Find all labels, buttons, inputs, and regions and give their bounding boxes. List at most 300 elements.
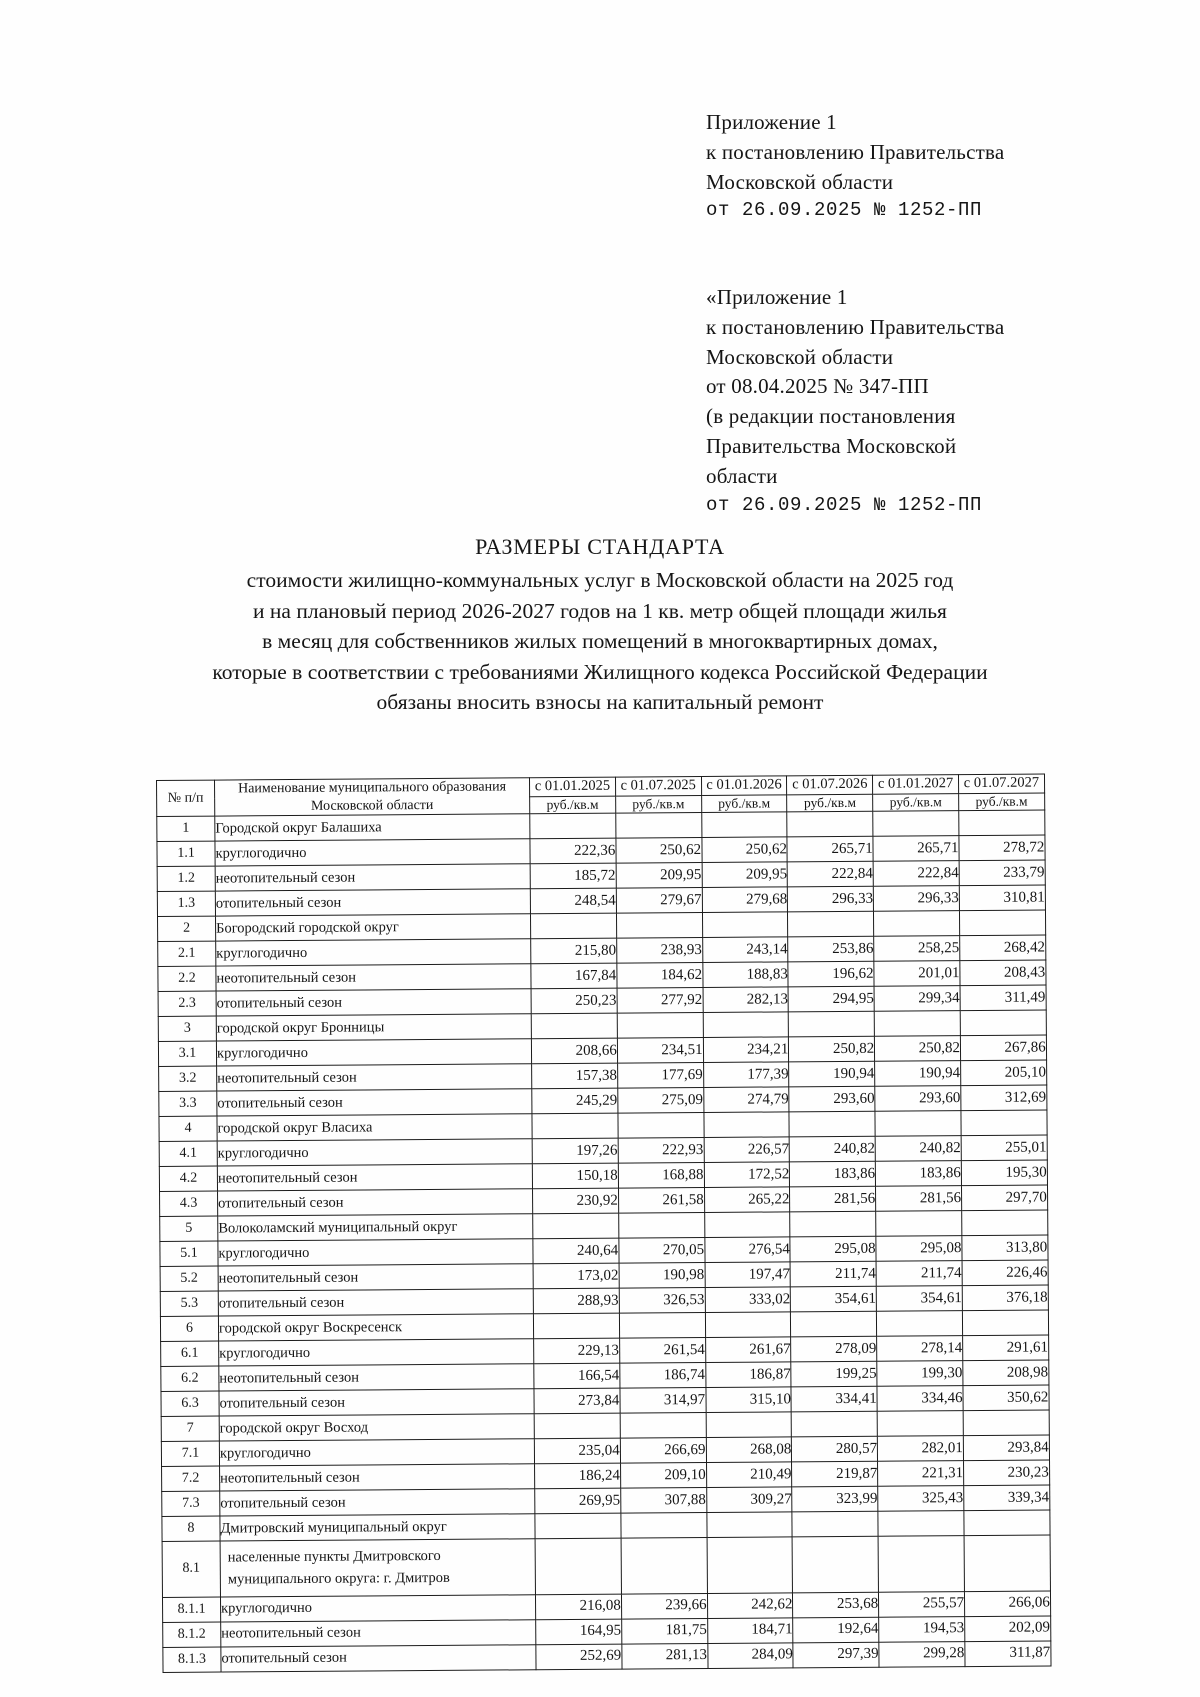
cell-value: 297,39 xyxy=(793,1642,879,1668)
cell-value xyxy=(877,1411,963,1437)
cell-value: 230,92 xyxy=(533,1188,619,1214)
cell-value: 211,74 xyxy=(790,1261,876,1287)
cell-value xyxy=(788,911,874,937)
cell-value xyxy=(792,1536,878,1593)
cell-value xyxy=(530,813,616,839)
document-subtitle-line-4: которые в соответствии с требованиями Жилищного кодекса Российской Федерации xyxy=(212,659,988,684)
cell-value: 219,87 xyxy=(792,1461,878,1487)
cell-value: 199,30 xyxy=(877,1361,963,1387)
cell-value: 284,09 xyxy=(707,1643,793,1669)
row-index: 4 xyxy=(159,1116,217,1141)
cell-value: 201,01 xyxy=(874,961,960,987)
cell-value: 190,94 xyxy=(789,1061,875,1087)
column-unit-6: руб./кв.м xyxy=(959,792,1045,810)
cell-value xyxy=(621,1512,707,1538)
row-index: 6 xyxy=(160,1316,218,1341)
cell-value: 282,13 xyxy=(703,987,789,1013)
cell-value xyxy=(963,1410,1049,1436)
cell-value: 190,98 xyxy=(619,1262,705,1288)
appendix-header-second-line-1: «Приложение 1 xyxy=(706,285,848,309)
row-index: 7.3 xyxy=(162,1491,220,1516)
row-index: 2.3 xyxy=(158,991,216,1016)
table-row xyxy=(163,1641,1051,1673)
cell-value: 274,79 xyxy=(703,1087,789,1113)
cell-value xyxy=(964,1535,1050,1592)
cell-value: 229,13 xyxy=(534,1338,620,1364)
document-subtitle-line-5: обязаны вносить взносы на капитальный ремонт xyxy=(376,690,824,715)
row-label: городской округ Воскресенск xyxy=(218,1314,533,1341)
cell-value xyxy=(532,1113,618,1139)
cell-value: 222,93 xyxy=(618,1137,704,1163)
cell-value xyxy=(534,1413,620,1439)
column-header-number: № п/п xyxy=(157,780,215,816)
table-row xyxy=(162,1535,1050,1597)
cell-value: 350,62 xyxy=(963,1385,1049,1411)
row-label: Дмитровский муниципальный округ xyxy=(220,1514,535,1541)
cell-value xyxy=(533,1313,619,1339)
row-label: отопительный сезон xyxy=(215,889,530,916)
cell-value: 312,69 xyxy=(961,1085,1047,1111)
cell-value: 354,61 xyxy=(876,1286,962,1312)
cell-value: 208,43 xyxy=(960,960,1046,986)
cell-value: 311,49 xyxy=(960,985,1046,1011)
cell-value: 281,56 xyxy=(790,1186,876,1212)
cell-value: 268,08 xyxy=(706,1437,792,1463)
cell-value xyxy=(701,812,787,838)
appendix-header-top xyxy=(706,108,1004,224)
row-label: неотопительный сезон xyxy=(216,964,531,991)
cell-value: 265,71 xyxy=(787,836,873,862)
cell-value: 277,92 xyxy=(617,987,703,1013)
row-index: 1.1 xyxy=(157,841,215,866)
row-index: 3.1 xyxy=(158,1041,216,1066)
appendix-header-second-line-5: (в редакции постановления xyxy=(706,404,956,429)
row-label: неотопительный сезон xyxy=(221,1620,536,1647)
column-header-date-5: с 01.01.2027 xyxy=(873,775,959,794)
row-index: 8.1 xyxy=(162,1541,220,1597)
cell-value: 281,56 xyxy=(876,1186,962,1212)
cell-value: 235,04 xyxy=(534,1438,620,1464)
appendix-header-top-line-3: Московской области xyxy=(706,169,894,194)
cell-value: 326,53 xyxy=(619,1287,705,1313)
row-index: 2.1 xyxy=(158,941,216,966)
cell-value: 250,62 xyxy=(702,837,788,863)
row-label: круглогодично xyxy=(215,839,530,866)
cell-value: 314,97 xyxy=(620,1387,706,1413)
row-label: отопительный сезон xyxy=(218,1289,533,1316)
cell-value: 250,23 xyxy=(531,988,617,1014)
row-label: круглогодично xyxy=(219,1339,534,1366)
cell-value xyxy=(790,1211,876,1237)
row-label: отопительный сезон xyxy=(221,1645,536,1672)
cell-value: 226,57 xyxy=(704,1137,790,1163)
cell-value: 325,43 xyxy=(878,1486,964,1512)
cell-value: 267,86 xyxy=(960,1035,1046,1061)
cell-value: 197,26 xyxy=(532,1138,618,1164)
row-index: 4.2 xyxy=(159,1166,217,1191)
cell-value xyxy=(789,1111,875,1137)
cell-value xyxy=(791,1311,877,1337)
row-index: 6.3 xyxy=(161,1391,219,1416)
cell-value: 209,95 xyxy=(616,863,702,889)
cell-value: 199,25 xyxy=(791,1361,877,1387)
cell-value xyxy=(705,1312,791,1338)
cell-value: 166,54 xyxy=(534,1363,620,1389)
row-label: круглогодично xyxy=(218,1239,533,1266)
document-subtitle xyxy=(0,565,1200,718)
cell-value: 265,71 xyxy=(873,836,959,862)
cell-value: 242,62 xyxy=(707,1593,793,1619)
appendix-header-second-line-4: от 08.04.2025 № 347-ПП xyxy=(706,374,929,399)
row-index: 5.1 xyxy=(160,1241,218,1266)
cell-value: 299,34 xyxy=(874,986,960,1012)
table-head xyxy=(157,774,1045,817)
cell-value xyxy=(704,1112,790,1138)
cell-value xyxy=(959,810,1045,836)
row-label: неотопительный сезон xyxy=(215,864,530,891)
cell-value xyxy=(530,913,616,939)
document-subtitle-line-2: и на плановый период 2026-2027 годов на 1 кв. метр общей площади жилья xyxy=(253,598,947,623)
cell-value: 205,10 xyxy=(961,1060,1047,1086)
row-label: круглогодично xyxy=(220,1595,535,1622)
cell-value xyxy=(962,1310,1048,1336)
row-index: 8 xyxy=(162,1516,220,1541)
cell-value: 279,68 xyxy=(702,887,788,913)
standards-table xyxy=(156,773,1051,1672)
cell-value: 288,93 xyxy=(533,1288,619,1314)
appendix-header-top-line-2: к постановлению Правительства xyxy=(706,139,1005,164)
row-index: 6.1 xyxy=(161,1341,219,1366)
cell-value: 250,62 xyxy=(616,838,702,864)
cell-value: 268,42 xyxy=(960,935,1046,961)
cell-value: 238,93 xyxy=(616,937,702,963)
cell-value xyxy=(959,910,1045,936)
cell-value: 273,84 xyxy=(534,1388,620,1414)
row-label: неотопительный сезон xyxy=(217,1164,532,1191)
cell-value: 240,82 xyxy=(875,1136,961,1162)
row-index: 2 xyxy=(158,916,216,941)
document-title-block xyxy=(0,534,1200,718)
row-index: 7.2 xyxy=(162,1466,220,1491)
row-label: круглогодично xyxy=(216,939,531,966)
cell-value: 172,52 xyxy=(704,1162,790,1188)
row-label: отопительный сезон xyxy=(220,1489,535,1516)
row-index: 3.2 xyxy=(159,1066,217,1091)
column-header-date-3: с 01.01.2026 xyxy=(701,776,787,795)
cell-value: 168,88 xyxy=(618,1162,704,1188)
cell-value: 208,66 xyxy=(531,1038,617,1064)
cell-value: 276,54 xyxy=(704,1237,790,1263)
column-header-date-6: с 01.07.2027 xyxy=(958,774,1044,793)
cell-value: 261,58 xyxy=(618,1187,704,1213)
cell-value xyxy=(618,1112,704,1138)
cell-value: 295,08 xyxy=(790,1236,876,1262)
cell-value: 188,83 xyxy=(702,962,788,988)
cell-value xyxy=(877,1311,963,1337)
cell-value: 255,01 xyxy=(961,1135,1047,1161)
cell-value: 211,74 xyxy=(876,1261,962,1287)
row-label: Городской округ Балашиха xyxy=(215,814,530,841)
column-header-date-4: с 01.07.2026 xyxy=(787,775,873,794)
row-label: круглогодично xyxy=(217,1139,532,1166)
cell-value: 299,28 xyxy=(879,1642,965,1668)
column-header-date-2: с 01.07.2025 xyxy=(615,777,701,796)
column-header-date-1: с 01.01.2025 xyxy=(529,777,615,796)
row-label: отопительный сезон xyxy=(217,1089,532,1116)
row-index: 7.1 xyxy=(161,1441,219,1466)
table-body xyxy=(157,810,1051,1672)
cell-value: 253,86 xyxy=(788,936,874,962)
cell-value xyxy=(618,1212,704,1238)
cell-value: 202,09 xyxy=(965,1616,1051,1642)
row-index: 3.3 xyxy=(159,1091,217,1116)
row-label: круглогодично xyxy=(216,1039,531,1066)
cell-value xyxy=(792,1411,878,1437)
row-index: 1.2 xyxy=(157,866,215,891)
cell-value xyxy=(621,1537,707,1594)
row-index: 8.1.1 xyxy=(162,1597,220,1622)
cell-value xyxy=(535,1538,621,1595)
cell-value: 296,33 xyxy=(788,886,874,912)
cell-value: 265,22 xyxy=(704,1187,790,1213)
cell-value: 216,08 xyxy=(535,1594,621,1620)
cell-value xyxy=(873,811,959,837)
column-header-municipality-line-2: Московской области xyxy=(310,797,434,814)
cell-value: 261,67 xyxy=(705,1337,791,1363)
cell-value xyxy=(533,1213,619,1239)
cell-value: 196,62 xyxy=(788,961,874,987)
row-label: Волоколамский муниципальный округ xyxy=(218,1214,533,1241)
cell-value: 278,14 xyxy=(877,1336,963,1362)
cell-value xyxy=(706,1412,792,1438)
cell-value: 186,74 xyxy=(620,1362,706,1388)
cell-value: 215,80 xyxy=(531,938,617,964)
cell-value xyxy=(531,1013,617,1039)
cell-value: 293,60 xyxy=(875,1086,961,1112)
row-label: отопительный сезон xyxy=(219,1389,534,1416)
cell-value: 226,46 xyxy=(962,1260,1048,1286)
cell-value xyxy=(874,911,960,937)
cell-value: 248,54 xyxy=(530,888,616,914)
cell-value xyxy=(619,1312,705,1338)
appendix-header-second-line-2: к постановлению Правительства xyxy=(706,314,1005,339)
row-label: неотопительный сезон xyxy=(217,1064,532,1091)
appendix-header-top-date: от 26.09.2025 № 1252-ПП xyxy=(706,199,983,222)
appendix-header-second-line-3: Московской области xyxy=(706,344,894,369)
row-index: 4.3 xyxy=(160,1191,218,1216)
column-header-municipality-line-1: Наименование муниципального образования xyxy=(238,779,507,797)
cell-value: 184,62 xyxy=(617,962,703,988)
cell-value xyxy=(961,1110,1047,1136)
row-index: 1 xyxy=(157,816,215,841)
cell-value: 313,80 xyxy=(962,1235,1048,1261)
cell-value: 266,06 xyxy=(964,1591,1050,1617)
cell-value: 240,64 xyxy=(533,1238,619,1264)
row-label: неотопительный сезон xyxy=(219,1364,534,1391)
page-title: РАЗМЕРЫ СТАНДАРТА xyxy=(475,534,725,559)
cell-value: 222,36 xyxy=(530,838,616,864)
row-label: городской округ Бронницы xyxy=(216,1014,531,1041)
row-label: Богородский городской округ xyxy=(215,914,530,941)
cell-value: 209,95 xyxy=(702,862,788,888)
cell-value: 197,47 xyxy=(705,1262,791,1288)
cell-value: 164,95 xyxy=(536,1619,622,1645)
row-label: неотопительный сезон xyxy=(218,1264,533,1291)
row-index: 7 xyxy=(161,1416,219,1441)
cell-value: 323,99 xyxy=(792,1486,878,1512)
standards-table-container xyxy=(156,773,1051,1672)
cell-value: 334,41 xyxy=(791,1386,877,1412)
cell-value xyxy=(875,1111,961,1137)
cell-value: 293,60 xyxy=(789,1086,875,1112)
appendix-header-top-line-1: Приложение 1 xyxy=(706,110,837,134)
cell-value: 222,84 xyxy=(873,861,959,887)
cell-value xyxy=(789,1011,875,1037)
cell-value xyxy=(702,912,788,938)
row-label: неотопительный сезон xyxy=(220,1464,535,1491)
cell-value: 295,08 xyxy=(876,1236,962,1262)
cell-value: 181,75 xyxy=(621,1618,707,1644)
cell-value xyxy=(616,813,702,839)
cell-value xyxy=(792,1511,878,1537)
cell-value: 252,69 xyxy=(536,1644,622,1670)
cell-value: 266,69 xyxy=(620,1437,706,1463)
column-unit-5: руб./кв.м xyxy=(873,793,959,811)
cell-value: 239,66 xyxy=(621,1593,707,1619)
cell-value: 270,05 xyxy=(619,1237,705,1263)
cell-value xyxy=(874,1011,960,1037)
cell-value xyxy=(787,811,873,837)
cell-value: 221,31 xyxy=(878,1461,964,1487)
cell-value: 250,82 xyxy=(789,1036,875,1062)
cell-value: 307,88 xyxy=(621,1487,707,1513)
cell-value: 209,10 xyxy=(620,1462,706,1488)
cell-value xyxy=(964,1510,1050,1536)
cell-value xyxy=(706,1512,792,1538)
cell-value: 280,57 xyxy=(792,1436,878,1462)
row-index: 8.1.3 xyxy=(163,1647,221,1672)
cell-value: 186,87 xyxy=(705,1362,791,1388)
cell-value: 192,64 xyxy=(793,1617,879,1643)
cell-value: 315,10 xyxy=(706,1387,792,1413)
cell-value xyxy=(535,1513,621,1539)
row-label: отопительный сезон xyxy=(218,1189,533,1216)
cell-value xyxy=(960,1010,1046,1036)
cell-value xyxy=(876,1211,962,1237)
appendix-header-second-line-7: области xyxy=(706,463,778,488)
cell-value: 278,72 xyxy=(959,835,1045,861)
document-subtitle-line-3: в месяц для собственников жилых помещений в многоквартирных домах, xyxy=(262,629,938,654)
cell-value: 297,70 xyxy=(961,1185,1047,1211)
column-unit-2: руб./кв.м xyxy=(615,795,701,813)
cell-value: 278,09 xyxy=(791,1336,877,1362)
cell-value: 240,82 xyxy=(790,1136,876,1162)
cell-value: 293,84 xyxy=(963,1435,1049,1461)
column-unit-4: руб./кв.м xyxy=(787,794,873,812)
cell-value: 195,30 xyxy=(961,1160,1047,1186)
cell-value: 210,49 xyxy=(706,1462,792,1488)
row-index: 4.1 xyxy=(159,1141,217,1166)
cell-value: 311,87 xyxy=(965,1641,1051,1667)
cell-value: 234,21 xyxy=(703,1037,789,1063)
cell-value: 279,67 xyxy=(616,888,702,914)
cell-value: 243,14 xyxy=(702,937,788,963)
cell-value: 177,69 xyxy=(617,1062,703,1088)
cell-value: 258,25 xyxy=(874,936,960,962)
cell-value: 294,95 xyxy=(788,986,874,1012)
cell-value xyxy=(620,1412,706,1438)
row-index: 5.2 xyxy=(160,1266,218,1291)
row-index: 5 xyxy=(160,1216,218,1241)
cell-value: 333,02 xyxy=(705,1287,791,1313)
cell-value xyxy=(878,1536,964,1593)
cell-value xyxy=(704,1212,790,1238)
cell-value: 186,24 xyxy=(535,1463,621,1489)
appendix-header-second xyxy=(706,283,1004,519)
cell-value: 150,18 xyxy=(532,1163,618,1189)
appendix-header-second-date: от 26.09.2025 № 1252-ПП xyxy=(706,493,983,516)
row-index: 5.3 xyxy=(160,1291,218,1316)
column-header-municipality xyxy=(215,778,530,816)
cell-value: 230,23 xyxy=(963,1460,1049,1486)
cell-value: 190,94 xyxy=(875,1061,961,1087)
cell-value: 222,84 xyxy=(788,861,874,887)
cell-value: 177,39 xyxy=(703,1062,789,1088)
row-index: 3 xyxy=(158,1016,216,1041)
cell-value: 245,29 xyxy=(532,1088,618,1114)
cell-value: 275,09 xyxy=(618,1087,704,1113)
cell-value: 253,68 xyxy=(793,1592,879,1618)
cell-value: 339,34 xyxy=(964,1485,1050,1511)
cell-value xyxy=(617,1012,703,1038)
cell-value: 233,79 xyxy=(959,860,1045,886)
cell-value: 183,86 xyxy=(790,1161,876,1187)
cell-value: 334,46 xyxy=(877,1386,963,1412)
row-index: 8.1.2 xyxy=(163,1622,221,1647)
row-label: городской округ Власиха xyxy=(217,1114,532,1141)
cell-value: 269,95 xyxy=(535,1488,621,1514)
cell-value: 208,98 xyxy=(963,1360,1049,1386)
row-label: населенные пункты Дмитровского муниципального округа: г. Дмитров xyxy=(220,1539,535,1597)
row-index: 2.2 xyxy=(158,966,216,991)
cell-value: 185,72 xyxy=(530,863,616,889)
cell-value: 296,33 xyxy=(873,886,959,912)
cell-value: 376,18 xyxy=(962,1285,1048,1311)
cell-value: 354,61 xyxy=(791,1286,877,1312)
cell-value: 310,81 xyxy=(959,885,1045,911)
cell-value: 309,27 xyxy=(706,1487,792,1513)
cell-value: 184,71 xyxy=(707,1618,793,1644)
cell-value: 281,13 xyxy=(622,1643,708,1669)
cell-value: 234,51 xyxy=(617,1037,703,1063)
cell-value: 157,38 xyxy=(532,1063,618,1089)
cell-value xyxy=(962,1210,1048,1236)
column-unit-1: руб./кв.м xyxy=(530,796,616,814)
document-subtitle-line-1: стоимости жилищно-коммунальных услуг в Московской области на 2025 год xyxy=(246,568,954,592)
row-label: отопительный сезон xyxy=(216,989,531,1016)
cell-value: 194,53 xyxy=(879,1617,965,1643)
row-label: городской округ Восход xyxy=(219,1414,534,1441)
appendix-header-second-line-6: Правительства Московской xyxy=(706,434,957,459)
cell-value xyxy=(707,1537,793,1594)
cell-value xyxy=(703,1012,789,1038)
cell-value xyxy=(616,913,702,939)
cell-value: 282,01 xyxy=(878,1436,964,1462)
row-label: круглогодично xyxy=(219,1439,534,1466)
cell-value: 173,02 xyxy=(533,1263,619,1289)
cell-value: 261,54 xyxy=(619,1337,705,1363)
cell-value: 183,86 xyxy=(876,1161,962,1187)
